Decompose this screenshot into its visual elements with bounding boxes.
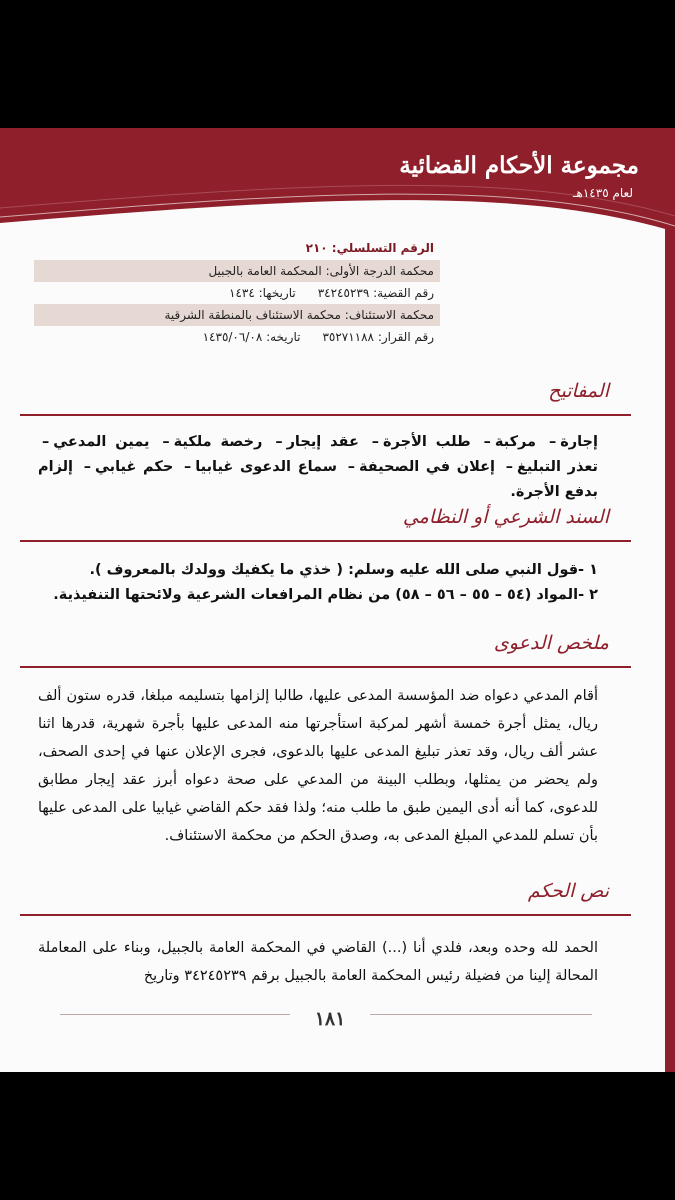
case-date: تاريخها: ١٤٣٤ [229, 286, 296, 300]
book-title: مجموعة الأحكام القضائية [399, 152, 639, 179]
summary-divider [20, 666, 631, 668]
keyword: رخصة ملكية [173, 434, 263, 450]
decision-date: تاريخه: ١٤٣٥/٠٦/٠٨ [202, 330, 301, 344]
keyword: حكم غيابي [94, 459, 174, 475]
keywords-divider [20, 414, 631, 416]
case-number: رقم القضية: ٣٤٢٤٥٢٣٩ [317, 286, 434, 300]
ruling-divider [20, 914, 631, 916]
keyword: إعلان في الصحيفة [358, 459, 496, 475]
keyword: تعذر التبليغ [516, 459, 598, 475]
case-number-row [34, 282, 440, 304]
keyword: سماع الدعوى غيابيا [195, 459, 338, 475]
book-year: لعام ١٤٣٥هـ [573, 186, 633, 200]
decision-number: رقم القرار: ٣٥٢٧١١٨٨ [322, 330, 434, 344]
first-court: محكمة الدرجة الأولى: المحكمة العامة بالجبيل [34, 260, 440, 282]
keyword: طلب الأجرة [383, 434, 471, 450]
case-summary: أقام المدعي دعواه ضد المؤسسة المدعى عليها، طالبا إلزامها بتسليمه مبلغا، قدره ستون ألف ريال، يمثل أجرة خمسة أشهر لمركبة استأجرتها منه المدعى عليها بأجرة شهرية، قدرها اثنا عشر ألف ريال، وقد تعذر تبليغ المدعى عليها بالدعوى، فجرى الإعلان عنها في إحدى الصحف، ولم يحضر من يمثلها، وبطلب البينة من المدعي على صحة دعواه أبرز عقد إيجار مطابق للدعوى، كما أنه أدى اليمين طبق ما طلب منه؛ ولذا فقد حكم القاضي غيابيا على المدعى عليها بأن تسلم للمدعي المبلغ المدعى به، وصدق الحكم من محكمة الاستئناف. [38, 688, 598, 844]
reference-item: ٢ -المواد (٥٤ – ٥٥ – ٥٦ – ٥٨) من نظام المرافعات الشرعية ولائحتها التنفيذية. [53, 587, 598, 603]
header-banner [0, 128, 675, 238]
keyword: إجارة [560, 434, 598, 450]
decision-row [34, 326, 440, 348]
case-info [34, 238, 440, 348]
document-page [0, 128, 675, 1072]
ruling-text: الحمد لله وحده وبعد، فلدي أنا (...) القاضي في المحكمة العامة بالجبيل، وبناء على المعاملة المحالة إلينا من فضيلة رئيس المحكمة العامة بالجبيل برقم ٣٤٢٤٥٢٣٩ وتاريخ [38, 940, 598, 984]
keyword: عقد إيجار [286, 434, 359, 450]
legal-basis-divider [20, 540, 631, 542]
legal-basis-title: السند الشرعي أو النظامي [402, 506, 609, 528]
keyword: يمين المدعي [53, 434, 150, 450]
appeal-court: محكمة الاستئناف: محكمة الاستئناف بالمنطقة الشرقية [34, 304, 440, 326]
keywords-list: إجارة– مركبة– طلب الأجرة– عقد إيجار– رخصة ملكية– يمين المدعي– تعذر التبليغ– إعلان في الصحيفة– سماع الدعوى غيابيا– حكم غيابي– إلزام بدفع الأجرة. [38, 434, 598, 500]
legal-basis-list [38, 558, 598, 608]
serial-number: الرقم التسلسلي: ٢١٠ [305, 241, 434, 255]
ruling-title: نص الحكم [527, 880, 609, 902]
reference-item: ١ -قول النبي صلى الله عليه وسلم: ( خذي ما يكفيك وولدك بالمعروف ). [89, 562, 598, 578]
keywords-title: المفاتيح [548, 380, 609, 402]
keyword: مركبة [494, 434, 537, 450]
page-number: ١٨١ [290, 1008, 370, 1038]
summary-title: ملخص الدعوى [493, 632, 609, 654]
page-edge-bar [665, 228, 675, 1072]
keyword: إلزام بدفع الأجرة. [38, 459, 598, 500]
